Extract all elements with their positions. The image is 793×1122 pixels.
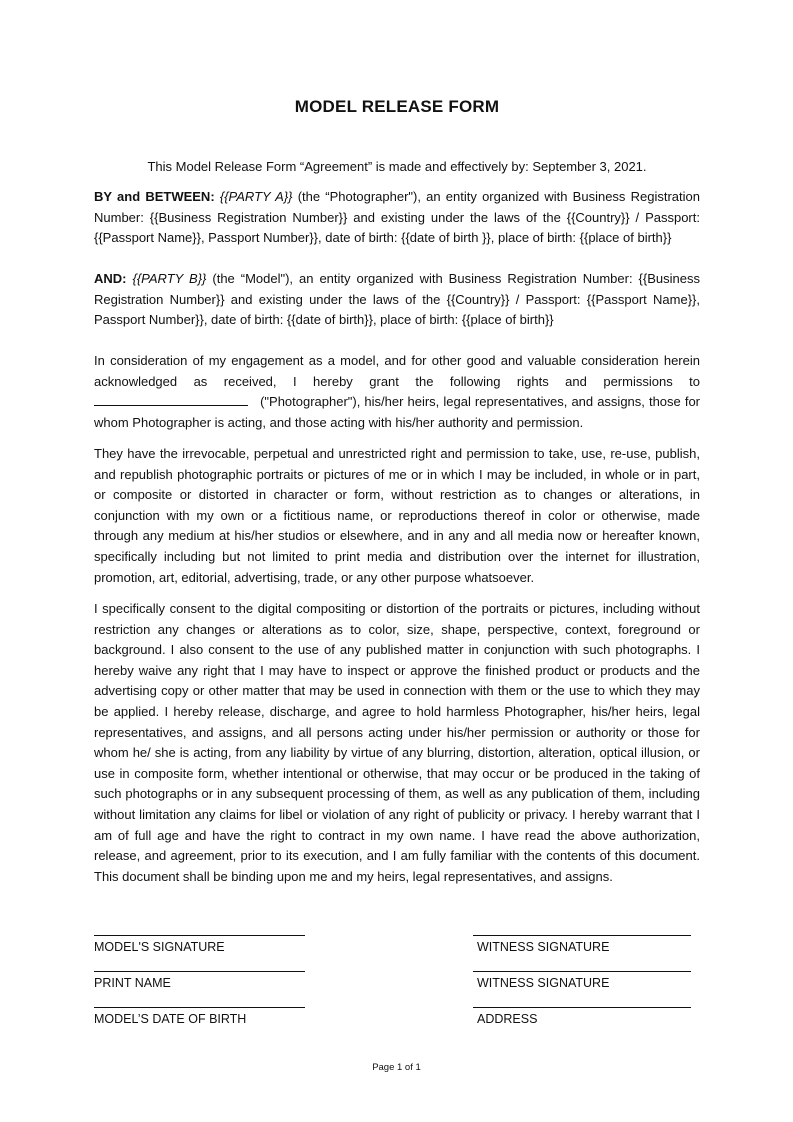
party-b-name: {{PARTY B}} — [132, 271, 207, 286]
model-date-of-birth-label: MODEL’S DATE OF BIRTH — [94, 1012, 247, 1026]
party-a-paragraph — [94, 187, 700, 249]
party-b-paragraph — [94, 269, 700, 331]
model-date-of-birth-field[interactable] — [94, 1007, 305, 1026]
signature-line — [94, 935, 305, 936]
consideration-text-after: ("Photographer"), his/her heirs, legal representatives, and assigns, those for whom Photographer is acting, and those acting with his/her authority and permission. — [94, 394, 700, 430]
signature-line — [473, 1007, 691, 1008]
witness-signature-field-1[interactable] — [473, 935, 691, 954]
consideration-text-before: In consideration of my engagement as a model, and for other good and valuable consideration herein acknowledged as received, I hereby grant the following rights and permissions to — [94, 353, 700, 389]
model-signature-field[interactable] — [94, 935, 305, 954]
witness-signature-field-2[interactable] — [473, 971, 691, 990]
witness-signature-label-2: WITNESS SIGNATURE — [477, 976, 610, 990]
party-a-lead: BY and BETWEEN: — [94, 189, 215, 204]
signature-line — [94, 971, 305, 972]
model-signature-label: MODEL'S SIGNATURE — [94, 940, 225, 954]
rights-paragraph: They have the irrevocable, perpetual and unrestricted right and permission to take, use, re-use, publish, and republish photographic portraits or pictures of me or in which I may be included, in whole or in part, or composite or distorted in character or form, without restriction as to changes or alterations, in conjunction with my own or a fictitious name, or reproductions thereof in color or otherwise, made through any medium at his/her studios or elsewhere, and in any and all media now or hereafter known, specifically including but not limited to print media and distribution over the internet for illustration, promotion, art, editorial, advertising, trade, or any other purpose whatsoever. — [94, 446, 700, 585]
signature-line — [94, 1007, 305, 1008]
print-name-label: PRINT NAME — [94, 976, 171, 990]
page-number: Page 1 of 1 — [372, 1062, 421, 1073]
party-a-name: {{PARTY A}} — [219, 189, 293, 204]
signature-line — [473, 935, 691, 936]
witness-signature-label-1: WITNESS SIGNATURE — [477, 940, 610, 954]
photographer-name-blank[interactable] — [94, 392, 248, 406]
address-label: ADDRESS — [477, 1012, 538, 1026]
agreement-intro: This Model Release Form “Agreement” is made and effectively by: September 3, 2021. — [147, 159, 647, 174]
party-b-text: (the “Model"), an entity organized with Business Registration Number: {{Business Registration Number}} and existing under the laws of the {{Country}} / Passport: {{Passport Name}}, Passport Number}}, date of birth: {{date of birth}}, place of birth: {{place of birth}} — [94, 271, 700, 328]
signature-line — [473, 971, 691, 972]
consent-paragraph: I specifically consent to the digital compositing or distortion of the portraits or pictures, including without restriction any changes or alterations as to color, size, shape, perspective, context, foreground or background. I also consent to the use of any published matter in conjunction with such photographs. I hereby waive any right that I may have to inspect or approve the finished product or products and the advertising copy or other matter that may be used in connection with them or the use to which they may be applied. I hereby release, discharge, and agree to hold harmless Photographer, his/her heirs, legal representatives, and assigns, and all persons acting under his/her permission or authority or those for whom he/ she is acting, from any liability by virtue of any blurring, distortion, alteration, optical illusion, or use in composite form, whether intentional or otherwise, that may occur or be produced in the taking of such photographs or in any subsequent processing of them, as well as any publication of them, including without limitation any claims for libel or violation of any right of publicity or privacy. I hereby warrant that I am of full age and have the right to contract in my own name. I have read the above authorization, release, and agreement, prior to its execution, and I am fully familiar with the contents of this document. This document shall be binding upon me and my heirs, legal representatives, and assigns. — [94, 601, 700, 884]
address-field[interactable] — [473, 1007, 691, 1026]
consideration-paragraph — [94, 351, 700, 433]
page-title: MODEL RELEASE FORM — [294, 97, 500, 116]
party-b-lead: AND: — [94, 271, 127, 286]
print-name-field[interactable] — [94, 971, 305, 990]
party-a-text: (the “Photographer"), an entity organized with Business Registration Number: {{Business Registration Number}} and existing under the laws of the {{Country}} / Passport: {{Passport Name}}, Passport Number}}, date of birth: {{date of birth }}, place of birth: {{place of birth}} — [94, 189, 700, 246]
